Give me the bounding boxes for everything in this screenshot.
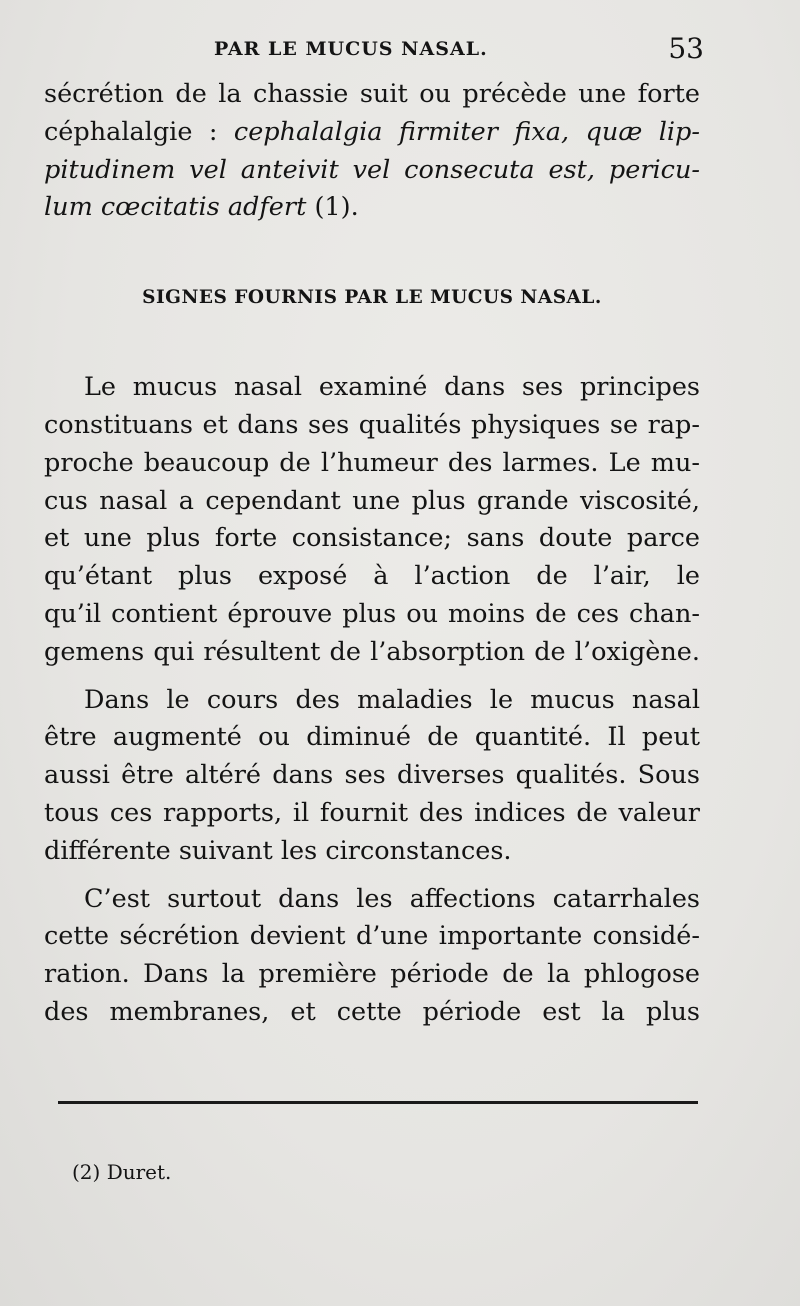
page-number: 53 [668,32,704,65]
paragraph-line: Dans le cours des maladies le mucus nasal [84,684,700,715]
text-fragment: céphalalgie : [44,116,234,147]
paragraph-line: cette sécrétion devient d’une importante considé- [44,921,700,952]
footnote-ref: (1). [306,192,359,223]
paragraph-line: gemens qui résultent de l’absorption de l’oxigène. [44,636,700,667]
running-head-title: PAR LE MUCUS NASAL. [214,38,488,60]
paragraph-line: ration. Dans la première période de la phlogose [44,959,700,990]
paragraph-gap [44,672,700,682]
paragraph-line: proche beaucoup de l’humeur des larmes. Le mu- [44,447,700,478]
paragraph-line: différente suivant les circonstances. [44,835,512,866]
paragraph-line: être augmenté ou diminué de quantité. Il peut [44,722,700,753]
paragraph-line: qu’étant plus exposé à l’action de l’air, le [44,561,700,592]
paragraph-line: C’est surtout dans les affections catarrhales [84,883,700,914]
paragraph-line: qu’il contient éprouve plus ou moins de ces chan- [44,598,700,629]
latin-quote-fragment: lum cœcitatis adfert [44,192,307,223]
paragraph-line: cus nasal a cependant une plus grande viscosité, [44,485,700,516]
latin-quote-fragment: cephalalgia firmiter fixa, quæ lip- [233,116,700,147]
section-heading: SIGNES FOURNIS PAR LE MUCUS NASAL. [142,287,602,309]
paragraph-line: et une plus forte consistance; sans doute parce [44,523,700,554]
paragraph-gap [44,871,700,881]
text-line-italic-mixed [44,189,700,227]
paragraph-line: tous ces rapports, il fournit des indices de valeur [44,797,700,828]
running-head [44,32,704,76]
latin-quote-line: pitudinem vel anteivit vel consecuta est, pericu- [44,154,700,185]
paragraph-line: Le mucus nasal examiné dans ses principes [84,372,700,403]
text-line: sécrétion de la chassie suit ou précède une forte [44,79,700,109]
paragraph-line: aussi être altéré dans ses diverses qualités. Sous [44,760,700,791]
footnote: (2) Duret. [72,1160,172,1184]
paragraph-line: constituans et dans ses qualités physiques se rap- [44,409,700,440]
body-text [44,76,700,1032]
paragraph-line: des membranes, et cette période est la plus [44,996,700,1027]
footnote-rule [58,1101,698,1104]
text-line-italic-mixed [44,114,700,152]
